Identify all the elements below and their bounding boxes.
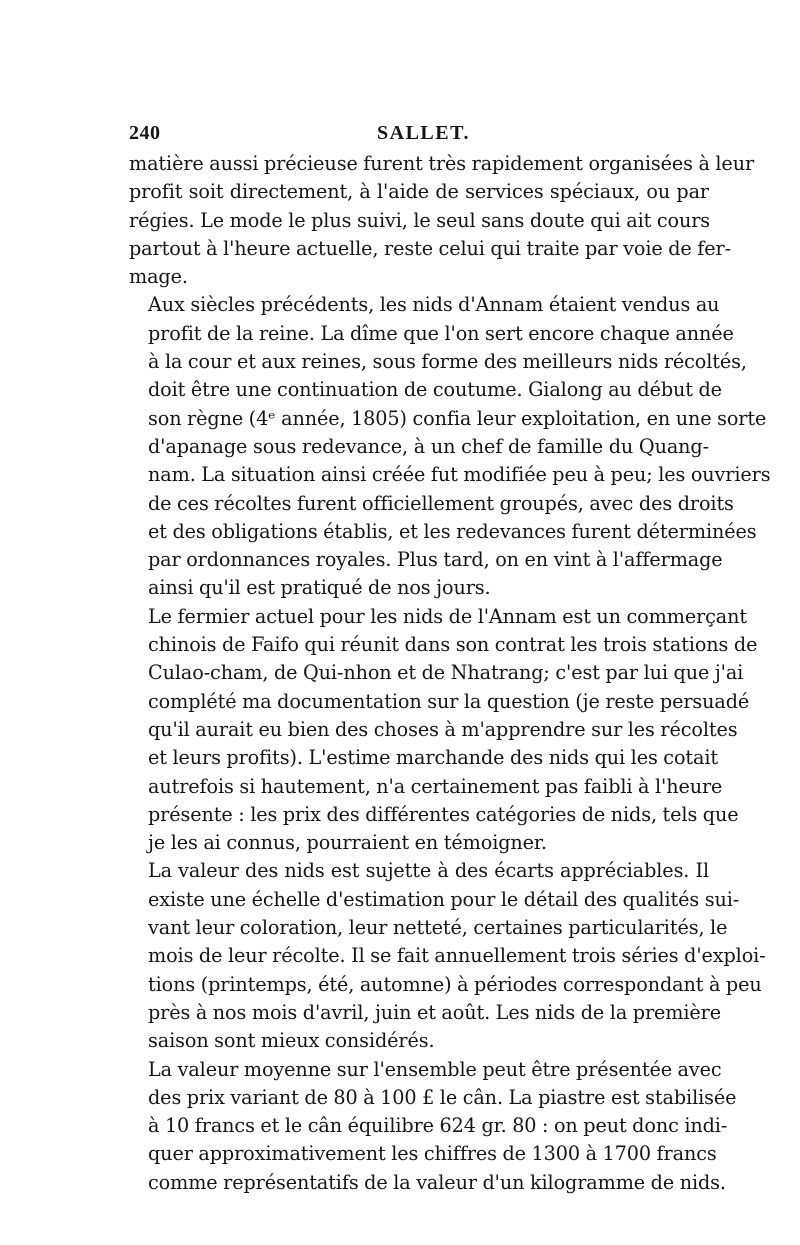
text-line: vant leur coloration, leur netteté, certaines particularités, le (148, 916, 728, 940)
text-line: près à nos mois d'avril, juin et août. Les nids de la première (148, 1000, 721, 1024)
text-line: ainsi qu'il est pratiqué de nos jours. (148, 576, 491, 600)
text-line: Aux siècles précédents, les nids d'Annam étaient vendus au (148, 293, 720, 317)
text-line: nam. La situation ainsi créée fut modifiée peu à peu; les ouvriers (148, 463, 771, 487)
text-line: autrefois si hautement, n'a certainement pas faibli à l'heure (148, 774, 723, 798)
page-number: 240 (129, 122, 161, 144)
text-line: et des obligations établis, et les redevances furent déterminées (148, 519, 757, 543)
text-line: à la cour et aux reines, sous forme des meilleurs nids récoltés, (148, 350, 747, 374)
text-line: je les ai connus, pourraient en témoigner. (148, 831, 547, 855)
text-line: régies. Le mode le plus suivi, le seul sans doute qui ait cours (129, 208, 711, 232)
text-line: matière aussi précieuse furent très rapidement organisées à leur (129, 152, 755, 175)
text-line: mois de leur récolte. Il se fait annuellement trois séries d'exploi- (148, 944, 766, 968)
paragraph-4 (129, 857, 766, 1055)
text-line: Le fermier actuel pour les nids de l'Annam est un commerçant (148, 604, 747, 628)
text-line: des prix variant de 80 à 100 £ le cân. La piastre est stabilisée (148, 1085, 737, 1109)
text-line: de ces récoltes furent officiellement groupés, avec des droits (148, 491, 734, 515)
text-line: tions (printemps, été, automne) à périodes correspondant à peu (148, 972, 762, 996)
text-line: doit être une continuation de coutume. Gialong au début de (148, 378, 722, 402)
text-line: complété ma documentation sur la question (je reste persuadé (148, 689, 750, 713)
text-line: partout à l'heure actuelle, reste celui qui traite par voie de fer- (129, 236, 732, 260)
text-line: et leurs profits). L'estime marchande des nids qui les cotait (148, 746, 718, 770)
paragraph-5 (129, 1056, 737, 1197)
text-line: d'apanage sous redevance, à un chef de famille du Quang- (148, 434, 709, 458)
text-line: Culao-cham, de Qui-nhon et de Nhatrang; c'est par lui que j'ai (148, 661, 744, 685)
book-page (129, 118, 771, 1197)
text-line: La valeur moyenne sur l'ensemble peut être présentée avec (148, 1057, 722, 1081)
text-line: son règne (4ᵉ année, 1805) confia leur exploitation, en une sorte (148, 406, 767, 430)
text-line: saison sont mieux considérés. (148, 1029, 435, 1053)
text-line: par ordonnances royales. Plus tard, on en vint à l'affermage (148, 548, 723, 572)
text-line: existe une échelle d'estimation pour le détail des qualités sui- (148, 887, 740, 911)
text-line: comme représentatifs de la valeur d'un kilogramme de nids. (148, 1170, 726, 1194)
running-head (129, 118, 709, 150)
text-line: La valeur des nids est sujette à des écarts appréciables. Il (148, 859, 709, 883)
body-text (129, 150, 771, 1197)
text-line: profit soit directement, à l'aide de services spéciaux, ou par (129, 180, 709, 204)
text-line: à 10 francs et le cân équilibre 624 gr. 80 : on peut donc indi- (148, 1114, 728, 1138)
running-title: SALLET. (377, 122, 470, 144)
paragraph-3 (129, 603, 758, 858)
text-line: présente : les prix des différentes catégories de nids, tels que (148, 802, 739, 826)
text-line: chinois de Faifo qui réunit dans son contrat les trois stations de (148, 633, 758, 657)
text-line: qu'il aurait eu bien des choses à m'apprendre sur les récoltes (148, 717, 738, 741)
text-line: mage. (129, 265, 188, 289)
text-line: quer approximativement les chiffres de 1300 à 1700 francs (148, 1142, 717, 1166)
paragraph-1 (129, 150, 755, 291)
paragraph-2 (129, 291, 771, 602)
text-line: profit de la reine. La dîme que l'on sert encore chaque année (148, 321, 734, 345)
